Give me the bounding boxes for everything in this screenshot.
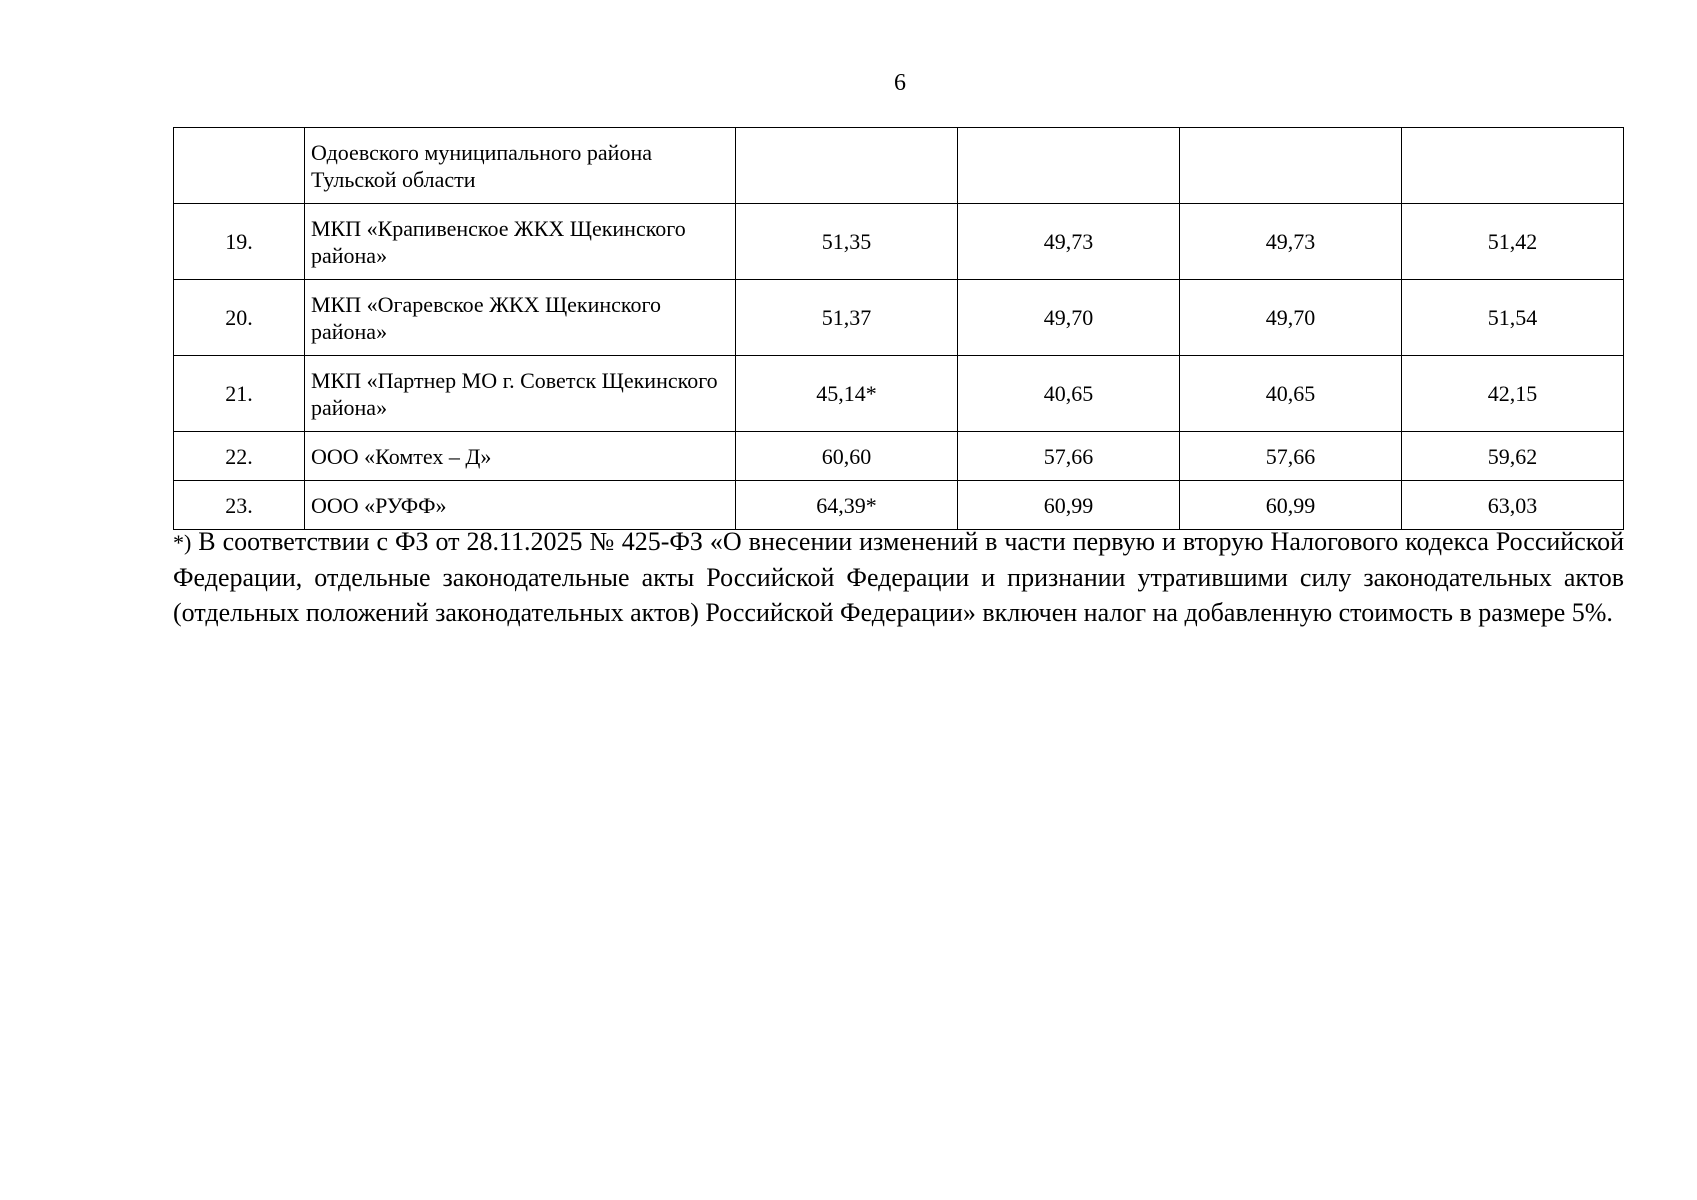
value-cell-1 (736, 128, 958, 204)
value-cell-3 (1180, 128, 1402, 204)
value-cell-4: 59,62 (1402, 432, 1624, 481)
footnote-marker: *) (173, 530, 192, 555)
organization-name-cell: ООО «Комтех – Д» (305, 432, 736, 481)
footnote-text: В соответствии с ФЗ от 28.11.2025 № 425-ФЗ «О внесении изменений в части первую и вторую Налогового кодекса Российской Федерации, отдельные законодательные акты Российской Федерации и признании утратившими силу законодательных актов (отдельных положений законодательных актов) Российской Федерации» включен налог на добавленную стоимость в размере 5%. (173, 527, 1624, 627)
organization-name-cell: МКП «Огаревское ЖКХ Щекинского района» (305, 280, 736, 356)
value-cell-1: 45,14* (736, 356, 958, 432)
value-cell-4: 51,42 (1402, 204, 1624, 280)
organization-name-cell: МКП «Крапивенское ЖКХ Щекинского района» (305, 204, 736, 280)
value-cell-2: 49,70 (958, 280, 1180, 356)
row-number-cell: 22. (174, 432, 305, 481)
value-cell-1: 60,60 (736, 432, 958, 481)
value-cell-1: 51,35 (736, 204, 958, 280)
tariff-table (173, 127, 1624, 530)
organization-name-cell: МКП «Партнер МО г. Советск Щекинского района» (305, 356, 736, 432)
row-number-cell: 19. (174, 204, 305, 280)
value-cell-2: 49,73 (958, 204, 1180, 280)
table-row (174, 128, 1624, 204)
row-number-cell: 23. (174, 481, 305, 530)
value-cell-3: 49,70 (1180, 280, 1402, 356)
value-cell-2 (958, 128, 1180, 204)
organization-name-cell: Одоевского муниципального района Тульской области (305, 128, 736, 204)
value-cell-3: 40,65 (1180, 356, 1402, 432)
value-cell-4 (1402, 128, 1624, 204)
value-cell-4: 51,54 (1402, 280, 1624, 356)
value-cell-4: 63,03 (1402, 481, 1624, 530)
row-number-cell (174, 128, 305, 204)
table-row (174, 481, 1624, 530)
value-cell-3: 60,99 (1180, 481, 1402, 530)
value-cell-1: 64,39* (736, 481, 958, 530)
value-cell-2: 57,66 (958, 432, 1180, 481)
footnote (173, 524, 1624, 630)
value-cell-3: 57,66 (1180, 432, 1402, 481)
page-number: 6 (894, 70, 906, 96)
value-cell-2: 40,65 (958, 356, 1180, 432)
table-row (174, 432, 1624, 481)
value-cell-3: 49,73 (1180, 204, 1402, 280)
table-row (174, 356, 1624, 432)
value-cell-1: 51,37 (736, 280, 958, 356)
value-cell-4: 42,15 (1402, 356, 1624, 432)
row-number-cell: 20. (174, 280, 305, 356)
table-row (174, 204, 1624, 280)
table-row (174, 280, 1624, 356)
organization-name-cell: ООО «РУФФ» (305, 481, 736, 530)
row-number-cell: 21. (174, 356, 305, 432)
value-cell-2: 60,99 (958, 481, 1180, 530)
